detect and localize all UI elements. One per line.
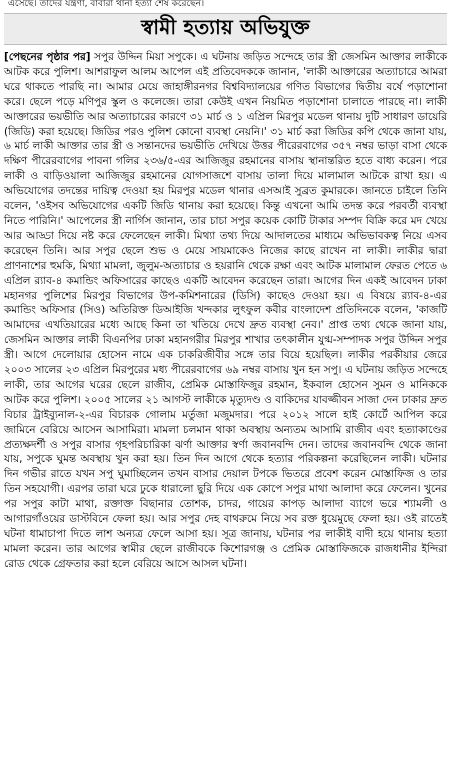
article-body (4, 50, 447, 572)
cut-off-previous-line: এসেছে। তাদের যন্ত্রণা, বাবারা থানা হত্যা শেষ করেছেন। (8, 0, 205, 9)
continuation-kicker: [পেছনের পৃষ্ঠার পর] (4, 51, 91, 63)
headline-band (4, 13, 447, 45)
article-paragraph: সপুর উদ্দিন মিয়া সপুকে। এ ঘটনায় জড়িত সন্দেহে তার স্ত্রী জেসমিন আক্তার লাকীকে আটক করে পুলিশ। আশরাফুল আলম আপেল এই প্রতিবেদককে জানান, 'লাকী আক্তারের অত্যাচারে আমরা ঘরে থাকতে পারছি না। আমার মেয়ে জাহাঙ্গীরনগর বিশ্ববিদ্যালয়ের গণিত বিভাগের দ্বিতীয় বর্ষে পড়াশোনা করে। ছেলে পড়ে মণিপুর স্কুল ও কলেজে। তারা কেউই এখন নিয়মিত পড়াশোনা চালাতে পারছে না। লাকী আক্তারের ভয়ভীতি আর অত্যাচারের কারণে ৩১ মার্চ ও ১ এপ্রিল মিরপুর মডেল থানায় দুটি সাধারণ ডায়েরি (জিডি) করা হয়েছে। জিডির পরও পুলিশ কোনো ব্যবস্থা নেয়নি।' ৩১ মার্চ করা জিডির কপি থেকে জানা যায়, ৬ মার্চ লাকী আক্তার তার স্ত্রী ও সন্তানদের ভয়ভীতি দেখিয়ে উত্তর পীরেরবাগের ৩৫৭ নম্বর ভাড়া বাসা থেকে দক্ষিণ পীরেরবাগের পাবনা গলির ২৩৬/৫-এর আজিজুর রহমানের বাসায় স্থানান্তরিত হতে বাধ্য করেন। পরে লাকী ও বাড়িওয়ালা আজিজুর রহমানের যোগসাজশে বাসায় তালা দিয়ে মালামাল আটকে রাখা হয়। এ অভিযোগের তদন্তের দায়িত্ব দেওয়া হয় মিরপুর মডেল থানার এসআই সুব্রত কুমারকে। জানতে চাইলে তিনি বলেন, 'ওইসব অভিযোগের একটি জিডি থানায় করা হয়েছে। কিন্তু এখনো আমি তদন্ত করে পরবর্তী ব্যবস্থা নিতে পারিনি।' আপেলের স্ত্রী নার্গিস জানান, তার চাচা সপুর কয়েক কোটি টাকার সম্পদ বিক্রি করে মদ খেয়ে আর আড্ডা দিয়ে নষ্ট করে ফেলেছেন লাকী। মিথ্যা তথ্য দিয়ে আদালতের মাধ্যমে অভিভাবকত্ব নিয়ে এসব করেছেন তিনি। আর সপুর ছেলে শুভ ও মেয়ে সায়মাকেও নিজের কাছে রাখেন না লাকী। লাকীর দ্বারা প্রাণনাশের হুমকি, মিথ্যা মামলা, জুলুম-অত্যাচার ও হয়রানি থেকে রক্ষা এবং আটক মালামাল ফেরত পেতে ৬ এপ্রিল র‍্যাব-৪ কমান্ডিং অফিসারের কাছেও একটি আবেদন করেছেন তারা। আগের দিন একই আবেদন ঢাকা মহানগর পুলিশের মিরপুর বিভাগের উপ-কমিশনারের (ডিসি) কাছেও দেওয়া হয়। এ বিষয়ে র‍্যাব-৪-এর কমান্ডিং অফিসার (সিও) অতিরিক্ত ডিআইজি খন্দকার লুৎফুল কবীর বাংলাদেশ প্রতিদিনকে বলেন, 'কাজটি আমাদের এখতিয়ারের মধ্যে আছে কিনা তা খতিয়ে দেখে দ্রুত ব্যবস্থা নেব।' প্রাপ্ত তথ্য থেকে জানা যায়, জেসমিন আক্তার লাকী বিএনপির ঢাকা মহানগরীর মিরপুর শাখার তৎকালীন যুগ্ম-সম্পাদক সপুর উদ্দিন সপুর স্ত্রী। আগে দেলোয়ার হোসেন নামে এক চাকরিজীবীর সঙ্গে তার বিয়ে হয়েছিল। লাকীর পরকীয়ার জেরে ২০০৩ সালের ২৩ এপ্রিল মিরপুরের মধ্য পীরেরবাগের ৬৯ নম্বর বাসায় খুন হন সপু। এ ঘটনায় জড়িত সন্দেহে লাকী, তার আগের ঘরের ছেলে রাজীব, প্রেমিক মোস্তাফিজুর রহমান, ইকবাল হোসেন সুমন ও মানিককে আটক করে পুলিশ। ২০০৫ সালের ২১ আগস্ট লাকীকে মৃত্যুদণ্ড ও বাকিদের যাবজ্জীবন সাজা দেন ঢাকার দ্রুত বিচার ট্রাইব্যুনাল-২-এর বিচারক গোলাম মর্তুজা মজুমদার। পরে ২০১২ সালে হাই কোর্টে আপিল করে জামিনে বেরিয়ে আসেন আসামিরা। মামলা চলমান থাকা অবস্থায় অন্যতম আসামি রাজীব এবং হত্যাকাণ্ডের প্রত্যক্ষদর্শী ও সপুর বাসার গৃহপরিচারিকা ঝর্ণা আক্তার স্বর্ণা জবানবন্দি দেন। তাদের জবানবন্দি থেকে জানা যায়, সপুকে ঘুমন্ত অবস্থায় খুন করা হয়। তিন দিন আগে থেকে হত্যার পরিকল্পনা করেছিলেন লাকী। ঘটনার দিন গভীর রাতে যখন সপু ঘুমাচ্ছিলেন তখন বাসার দেয়াল টপকে ভিতরে প্রবেশ করেন মোস্তাফিজ ও তার তিন সহযোগী। এরপর তারা ঘরে ঢুকে ধারালো ছুরি দিয়ে এক কোপে সপুর মাথা আলাদা করে ফেলেন। খুনের পর সপুর কাটা মাথা, রক্তাক্ত বিছানার তোশক, চাদর, গায়ের কাপড় আলাদা ব্যাগে ভরে শ্যামলী ও আগারগাঁওয়ের ডাস্টবিনে ফেলা হয়। আর সপুর দেহ বাথরুমে নিয়ে সব রক্ত ধুয়েমুছে ফেলা হয়। ওই রাতেই ঘটনা ধামাচাপা দিতে লাশ অন্যত্র ফেলে আসা হয়। সূত্র জানায়, ঘটনার পর লাকীই বাদী হয়ে থানায় হত্যা মামলা করেন। তার আগের স্বামীর ছেলে রাজীবকে কিশোরগঞ্জ ও প্রেমিক মোস্তাফিজকে রাজধানীর ইন্দিরা রোড থেকে গ্রেফতার করা হলে বেরিয়ে আসে আসল ঘটনা। (4, 51, 447, 570)
article-headline: স্বামী হত্যায় অভিযুক্ত (141, 14, 310, 39)
